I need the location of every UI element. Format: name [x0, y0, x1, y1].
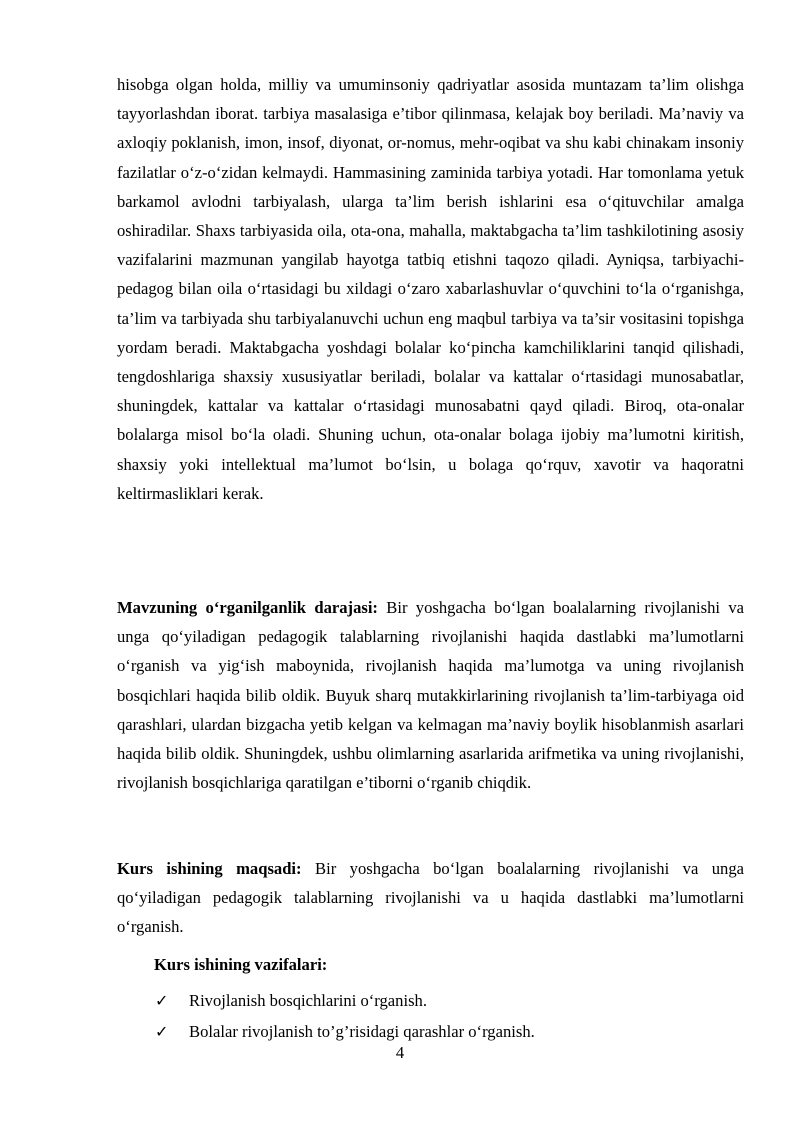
intro-paragraph [117, 70, 744, 508]
mavzu-text: Bir yoshgacha bo‘lgan boalalarning rivojlanishi va unga qo‘yiladigan pedagogik talablarning rivojlanishi haqida dastlabki ma’lumotlarni o‘rganish va yig‘ish maboynida, rivojlanish haqida ma’lumotga va uning rivojlanish bosqichlari haqida bilib oldik. Buyuk sharq mutakkirlarining rivojlanish ta’lim-tarbiyaga oid qarashlari, ulardan bizgacha yetib kelgan va kelmagan ma’naviy boylik hisoblanmish asarlari haqida bilib oldik. Shuningdek, ushbu olimlarning asarlarida arifmetika va uning rivojlanishi, rivojlanish bosqichlariga qaratilgan e’tiborni o‘rganib chiqdik. [117, 598, 744, 793]
vazifalar-heading: Kurs ishining vazifalari: [154, 955, 328, 974]
maqsad-text: Bir yoshgacha bo‘lgan boalalarning rivojlanishi va unga qo‘yiladigan pedagogik talablarning rivojlanishi va u haqida dastlabki ma’lumotlarni o‘rganish. [117, 859, 744, 937]
list-item [155, 985, 745, 1016]
vazifalar-list [155, 985, 745, 1047]
checkmark-icon: ✓ [155, 1022, 169, 1041]
maqsad-paragraph [117, 854, 744, 942]
page-number: 4 [395, 1043, 405, 1062]
checkmark-icon: ✓ [155, 991, 169, 1010]
list-item-text: Bolalar rivojlanish to’g’risidagi qarashlar o‘rganish. [189, 1022, 535, 1041]
maqsad-label: Kurs ishining maqsadi: [117, 859, 302, 878]
mavzu-paragraph [117, 593, 744, 797]
intro-text: hisobga olgan holda, milliy va umuminsoniy qadriyatlar asosida muntazam ta’lim olishga tayyorlashdan iborat. tarbiya masalasiga e’tibor qilinmasa, kelajak boy beriladi. Ma’naviy va axloqiy poklanish, imon, insof, diyonat, or-nomus, mehr-oqibat va shu kabi chinakam insoniy fazilatlar o‘z-o‘zidan kelmaydi. Hammasining zaminida tarbiya yotadi. Har tomonlama yetuk barkamol avlodni tarbiyalash, ularga ta’lim berish ishlarini esa o‘qituvchilar amalga oshiradilar. Shaxs tarbiyasida oila, ota-ona, mahalla, maktabgacha ta’lim tashkilotining asosiy vazifalarini mazmunan yangilab hayotga tatbiq etishni taqozo qiladi. Ayniqsa, tarbiyachi-pedagog bilan oila o‘rtasidagi bu xildagi o‘zaro xabarlashuvlar o‘quvchini to‘la o‘rganishga, ta’lim va tarbiyada shu tarbiyalanuvchi uchun eng maqbul tarbiya va ta’sir vositasini topishga yordam beradi. Maktabgacha yoshdagi bolalar ko‘pincha kamchiliklarini tanqid qilishadi, tengdoshlariga shaxsiy xususiyatlar beriladi, bolalar va kattalar o‘rtasidagi munosabatlar, shuningdek, kattalar va kattalar o‘rtasidagi munosabatni qayd qiladi. Biroq, ota-onalar bolalarga misol bo‘la oladi. Shuning uchun, ota-onalar bolaga ijobiy ma’lumotni kiritish, shaxsiy yoki intellektual ma’lumot bo‘lsin, u bolaga qo‘rquv, xavotir va haqoratni keltirmasliklari kerak. [117, 75, 744, 503]
list-item-text: Rivojlanish bosqichlarini o‘rganish. [189, 991, 427, 1010]
mavzu-label: Mavzuning o‘rganilganlik darajasi: [117, 598, 378, 617]
